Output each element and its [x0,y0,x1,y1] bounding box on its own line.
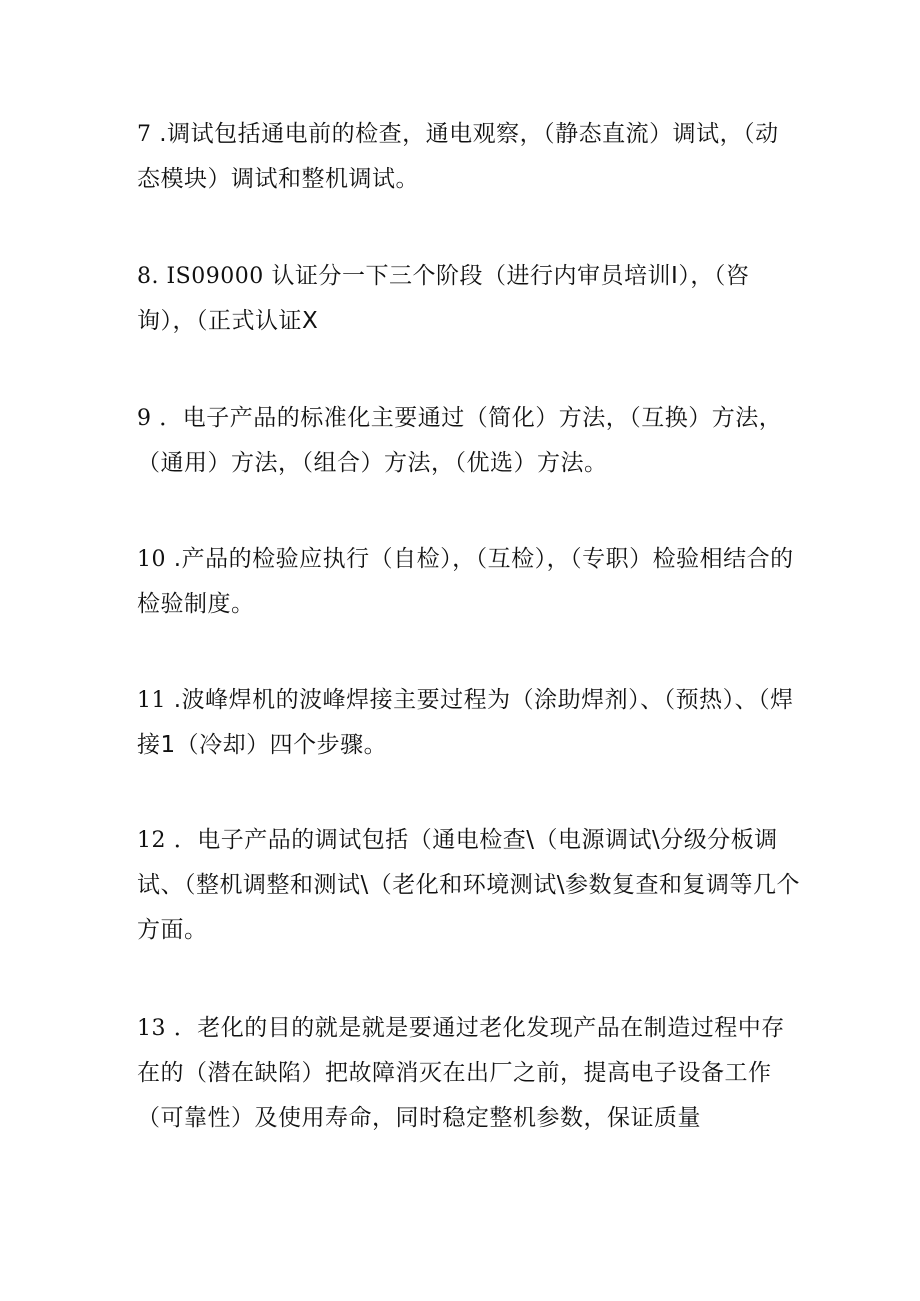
item-number: 13 [137,1016,166,1041]
item-number: 8. IS09000 [137,264,264,289]
item-number: 10 [137,547,166,572]
list-item [137,254,802,344]
list-item [137,818,802,953]
list-item [137,537,802,627]
item-text: .调试包括通电前的检查，通电观察，（静态直流）调试，（动态模块）调试和整机调试。 [137,121,779,192]
list-item [137,112,802,202]
list-item [137,1006,802,1141]
item-text: ．老化的目的就是就是要通过老化发现产品在制造过程中存在的（潜在缺陷）把故障消灭在出厂之前，提高电子设备工作（可靠性）及使用寿命，同时稳定整机参数，保证质量 [137,1015,785,1131]
item-text: ．电子产品的标准化主要通过（简化）方法，（互换）方法，（通用）方法，（组合）方法，（优选）方法。 [137,405,783,476]
list-item [137,678,802,768]
item-text: 认证分一下三个阶段（进行内审员培训Ⅰ），（咨询），（正式认证Ⅹ [137,263,750,334]
item-text: .波峰焊机的波峰焊接主要过程为（涂助焊剂）、（预热）、（焊接1（冷却）四个步骤。 [137,687,794,758]
item-number: 7 [137,122,152,147]
item-text: ．电子产品的调试包括（通电检查\（电源调试\分级分板调试、（整机调整和测试\（老化和环境测试\参数复查和复调等几个方面。 [137,827,800,943]
item-number: 12 [137,828,166,853]
list-item [137,396,802,486]
item-number: 9 [137,406,152,431]
item-text: .产品的检验应执行（自检），（互检），（专职）检验相结合的检验制度。 [137,546,794,617]
item-number: 11 [137,688,166,713]
